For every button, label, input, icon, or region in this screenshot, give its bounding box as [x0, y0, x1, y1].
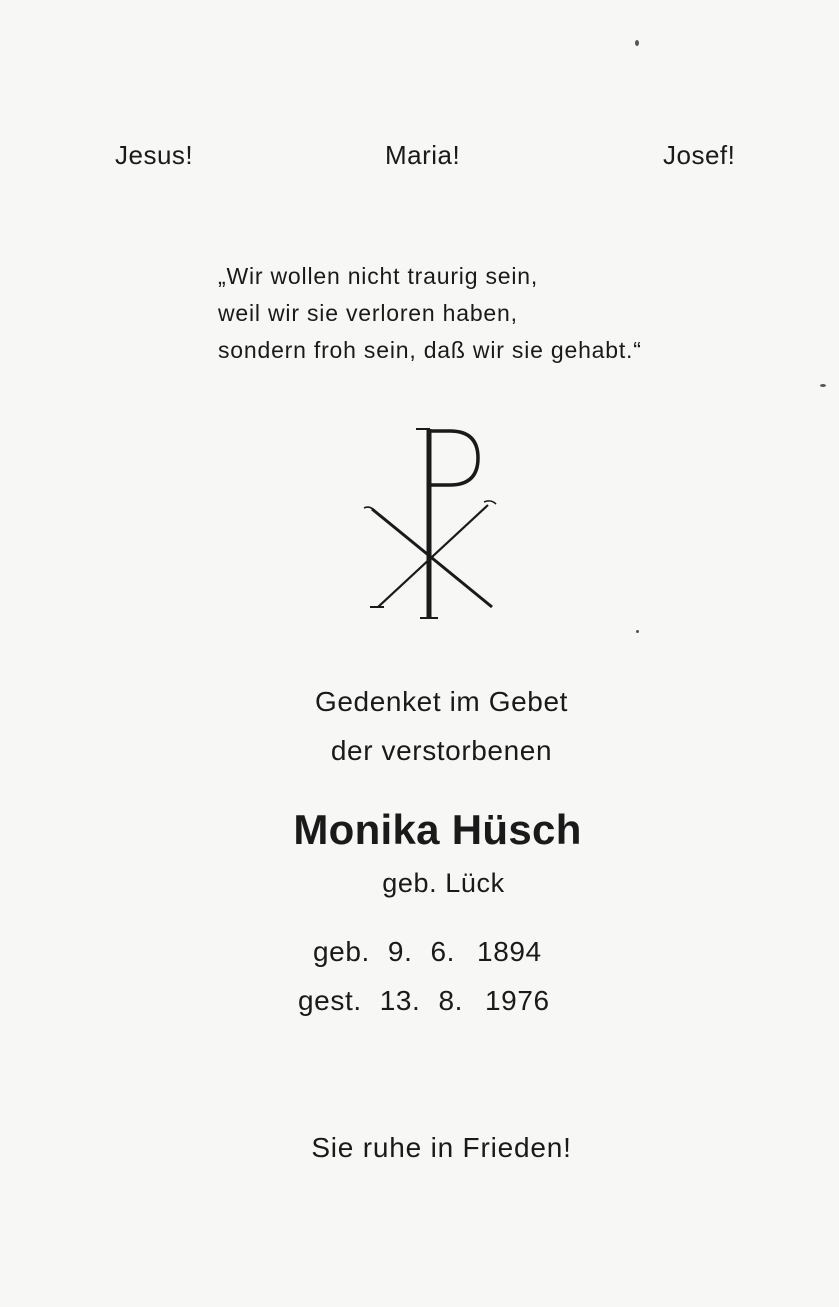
- birth-year: 1894: [477, 936, 542, 967]
- birth-date: [313, 936, 542, 968]
- print-speck: [636, 630, 639, 633]
- birth-label: geb.: [313, 936, 370, 967]
- memorial-line-1: Gedenket im Gebet: [315, 686, 568, 717]
- birth-day: 9.: [387, 936, 413, 967]
- memorial-line-2: der verstorbenen: [330, 735, 553, 766]
- heading-jesus: Jesus!: [115, 140, 194, 170]
- death-month: 8.: [438, 985, 463, 1016]
- deceased-name: Monika Hüsch: [293, 806, 582, 853]
- death-day: 13.: [379, 985, 421, 1016]
- heading-maria: Maria!: [385, 140, 461, 170]
- heading-josef: Josef!: [663, 140, 736, 170]
- print-speck: [635, 40, 639, 46]
- quote-block: [218, 258, 642, 369]
- birth-month: 6.: [430, 936, 456, 967]
- death-label: gest.: [298, 985, 362, 1016]
- death-year: 1976: [485, 985, 550, 1016]
- print-speck: [820, 384, 826, 387]
- quote-line: „Wir wollen nicht traurig sein,: [218, 263, 539, 289]
- quote-line: weil wir sie verloren haben,: [218, 300, 518, 326]
- death-date: [298, 985, 550, 1017]
- closing-blessing: Sie ruhe in Frieden!: [311, 1132, 572, 1163]
- quote-line: sondern froh sein, daß wir sie gehabt.“: [218, 337, 642, 363]
- chi-rho-icon: [360, 425, 500, 620]
- maiden-name: geb. Lück: [382, 868, 505, 898]
